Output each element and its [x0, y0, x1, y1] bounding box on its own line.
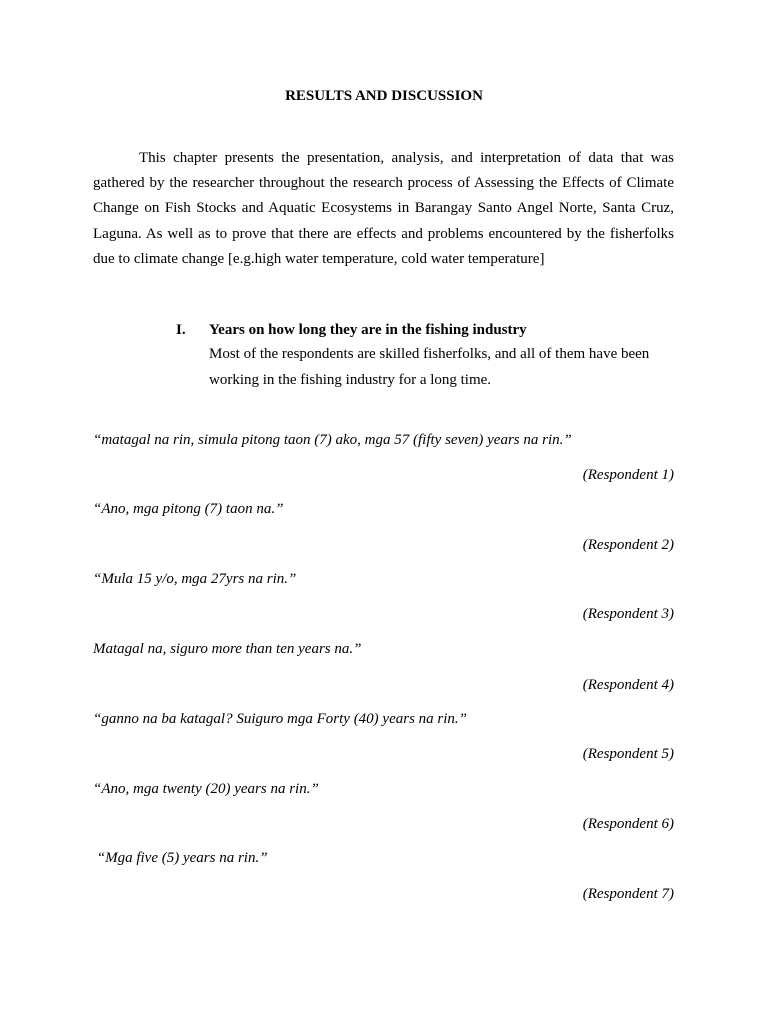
respondent-label: (Respondent 1): [582, 467, 674, 483]
response-quote: “ganno na ba katagal? Suiguro mga Forty (40) years na rin.”: [93, 711, 468, 727]
section-text: Most of the respondents are skilled fisherfolks, and all of them have been working in the fishing industry for a long time.: [209, 346, 650, 388]
section-body: [209, 318, 674, 393]
response-quote: “Ano, mga pitong (7) taon na.”: [93, 501, 284, 517]
response-quote: “Mga five (5) years na rin.”: [93, 850, 268, 866]
section-number: I.: [176, 322, 186, 338]
response-quote: “Ano, mga twenty (20) years na rin.”: [93, 781, 319, 797]
respondent-label: (Respondent 5): [582, 746, 674, 762]
respondent-label: (Respondent 4): [582, 677, 674, 693]
response-quote: “Mula 15 y/o, mga 27yrs na rin.”: [93, 571, 297, 587]
respondent-label: (Respondent 2): [582, 537, 674, 553]
intro-paragraph: This chapter presents the presentation, analysis, and interpretation of data that was gathered by the researcher throughout the research process of Assessing the Effects of Climate Change on Fish Stocks and Aquatic Ecosystems in Barangay Santo Angel Norte, Santa Cruz, Laguna. As well as to prove that there are effects and problems encountered by the fisherfolks due to climate change [e.g.high water temperature, cold water temperature]: [93, 150, 674, 267]
response-quote: Matagal na, siguro more than ten years na.”: [93, 641, 362, 657]
respondent-label: (Respondent 7): [582, 886, 674, 902]
page-title: RESULTS AND DISCUSSION: [285, 88, 483, 104]
section-heading: Years on how long they are in the fishing industry: [209, 322, 527, 338]
respondent-label: (Respondent 3): [582, 606, 674, 622]
respondent-label: (Respondent 6): [582, 816, 674, 832]
response-quote: “matagal na rin, simula pitong taon (7) ako, mga 57 (fifty seven) years na rin.”: [93, 432, 572, 448]
